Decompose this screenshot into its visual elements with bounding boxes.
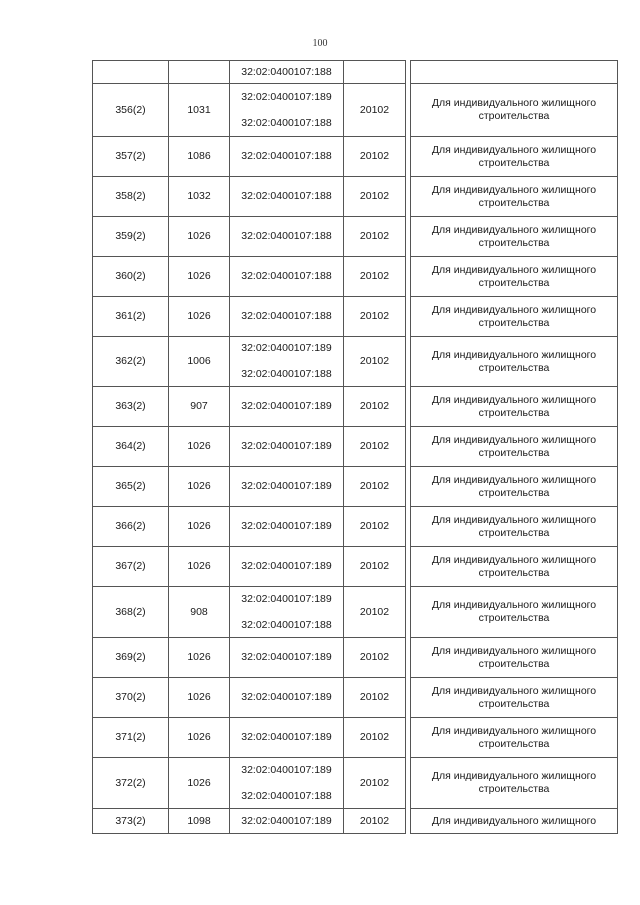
permitted-use-cell	[411, 177, 618, 217]
use-code-cell: 20102	[344, 638, 406, 678]
permitted-use-text: Для индивидуального жилищного строительства	[431, 599, 597, 624]
plot-area-cell: 1026	[169, 257, 230, 297]
plot-area-cell: 1098	[169, 809, 230, 834]
use-code-cell: 20102	[344, 84, 406, 137]
use-code-cell: 20102	[344, 718, 406, 758]
table-row	[93, 217, 618, 257]
permitted-use-text: Для индивидуального жилищного строительства	[431, 473, 597, 499]
permitted-use-text: Для индивидуального жилищного строительства	[431, 97, 597, 122]
permitted-use-text: Для индивидуального жилищного строительства	[431, 684, 597, 710]
permitted-use-cell	[411, 467, 618, 507]
table-row	[93, 297, 618, 337]
cadastral-number-cell	[230, 638, 344, 678]
plot-area-cell: 1006	[169, 337, 230, 387]
use-code-cell: 20102	[344, 427, 406, 467]
cadastral-number-cell	[230, 758, 344, 809]
plot-area-cell: 907	[169, 387, 230, 427]
plot-number-cell: 368(2)	[93, 587, 169, 638]
permitted-use-text: Для индивидуального жилищного	[431, 814, 597, 827]
cadastral-number-cell	[230, 337, 344, 387]
cadastral-number-cell	[230, 297, 344, 337]
cadastral-number-cell	[230, 257, 344, 297]
use-code-cell: 20102	[344, 137, 406, 177]
table-row	[93, 467, 618, 507]
use-code-cell: 20102	[344, 177, 406, 217]
permitted-use-text: Для индивидуального жилищного строительства	[431, 724, 597, 750]
table-row	[93, 337, 618, 387]
cadastral-number-cell	[230, 217, 344, 257]
plot-area-cell: 1026	[169, 217, 230, 257]
permitted-use-cell	[411, 297, 618, 337]
plot-number-cell: 366(2)	[93, 507, 169, 547]
permitted-use-cell	[411, 758, 618, 809]
plot-number-cell: 358(2)	[93, 177, 169, 217]
permitted-use-text: Для индивидуального жилищного строительства	[431, 348, 597, 374]
plot-number-cell: 371(2)	[93, 718, 169, 758]
use-code-cell: 20102	[344, 507, 406, 547]
plot-number-cell: 372(2)	[93, 758, 169, 809]
cadastral-number: 32:02:0400107:188	[241, 150, 332, 162]
use-code-cell: 20102	[344, 809, 406, 834]
table-row	[93, 587, 618, 638]
cadastral-number: 32:02:0400107:188	[241, 65, 332, 78]
plot-number-cell: 361(2)	[93, 297, 169, 337]
cadastral-number: 32:02:0400107:188	[241, 116, 332, 129]
plot-number-cell: 370(2)	[93, 678, 169, 718]
table-row	[93, 507, 618, 547]
permitted-use-text: Для индивидуального жилищного строительства	[431, 433, 597, 459]
plot-area-cell: 1026	[169, 718, 230, 758]
plot-number-cell: 363(2)	[93, 387, 169, 427]
plot-number-cell: 360(2)	[93, 257, 169, 297]
permitted-use-cell	[411, 587, 618, 638]
use-code-cell: 20102	[344, 257, 406, 297]
cadastral-number-cell	[230, 467, 344, 507]
permitted-use-cell	[411, 387, 618, 427]
permitted-use-text: Для индивидуального жилищного строительства	[431, 183, 597, 209]
plot-area-cell: 1031	[169, 84, 230, 137]
permitted-use-text: Для индивидуального жилищного строительства	[431, 644, 597, 670]
permitted-use-text: Для индивидуального жилищного строительства	[431, 770, 597, 795]
permitted-use-cell	[411, 507, 618, 547]
cadastral-number-cell	[230, 61, 344, 84]
plot-area-cell: 1026	[169, 427, 230, 467]
cadastral-number: 32:02:0400107:188	[241, 270, 332, 282]
plot-area-cell: 1032	[169, 177, 230, 217]
cadastral-number-cell	[230, 177, 344, 217]
table-row	[93, 758, 618, 809]
page-number: 100	[312, 38, 328, 49]
land-plots-table	[92, 60, 618, 834]
plot-number-cell: 373(2)	[93, 809, 169, 834]
cadastral-number-cell	[230, 718, 344, 758]
cadastral-number-cell	[230, 809, 344, 834]
table-row	[93, 427, 618, 467]
cadastral-number: 32:02:0400107:189	[241, 400, 332, 412]
plot-area-cell: 908	[169, 587, 230, 638]
cadastral-number: 32:02:0400107:189	[241, 592, 332, 605]
permitted-use-cell	[411, 678, 618, 718]
permitted-use-cell	[411, 257, 618, 297]
cadastral-number: 32:02:0400107:189	[241, 691, 332, 703]
permitted-use-text: Для индивидуального жилищного строительства	[431, 393, 597, 419]
plot-area-cell	[169, 61, 230, 84]
cadastral-number: 32:02:0400107:188	[241, 190, 332, 202]
cadastral-number-cell	[230, 427, 344, 467]
plot-number-cell: 365(2)	[93, 467, 169, 507]
plot-area-cell: 1026	[169, 297, 230, 337]
cadastral-number: 32:02:0400107:188	[241, 618, 332, 631]
permitted-use-text: Для индивидуального жилищного строительства	[431, 553, 597, 579]
table-row	[93, 809, 618, 834]
cadastral-number: 32:02:0400107:188	[241, 310, 332, 322]
cadastral-number: 32:02:0400107:188	[241, 368, 332, 380]
use-code-cell: 20102	[344, 297, 406, 337]
cadastral-number-cell	[230, 84, 344, 137]
permitted-use-text: Для индивидуального жилищного строительства	[431, 223, 597, 249]
permitted-use-cell	[411, 61, 618, 84]
plot-number-cell: 356(2)	[93, 84, 169, 137]
cadastral-number-cell	[230, 387, 344, 427]
table-row	[93, 257, 618, 297]
permitted-use-cell	[411, 809, 618, 834]
cadastral-number: 32:02:0400107:189	[241, 90, 332, 103]
table-row	[93, 718, 618, 758]
table-row	[93, 177, 618, 217]
permitted-use-cell	[411, 638, 618, 678]
use-code-cell	[344, 61, 406, 84]
permitted-use-text: Для индивидуального жилищного строительства	[431, 303, 597, 329]
use-code-cell: 20102	[344, 678, 406, 718]
use-code-cell: 20102	[344, 387, 406, 427]
use-code-cell: 20102	[344, 547, 406, 587]
permitted-use-text: Для индивидуального жилищного строительства	[431, 513, 597, 539]
cadastral-number: 32:02:0400107:189	[241, 763, 332, 776]
cadastral-number: 32:02:0400107:189	[241, 480, 332, 492]
plot-area-cell: 1086	[169, 137, 230, 177]
plot-area-cell: 1026	[169, 547, 230, 587]
cadastral-number: 32:02:0400107:188	[241, 789, 332, 802]
cadastral-number-cell	[230, 587, 344, 638]
cadastral-number: 32:02:0400107:189	[241, 814, 332, 827]
cadastral-number: 32:02:0400107:189	[241, 651, 332, 663]
cadastral-number-cell	[230, 137, 344, 177]
plot-number-cell: 359(2)	[93, 217, 169, 257]
table-row	[93, 137, 618, 177]
table-row	[93, 387, 618, 427]
cadastral-number: 32:02:0400107:189	[241, 440, 332, 452]
cadastral-number: 32:02:0400107:189	[241, 731, 332, 743]
cadastral-number-cell	[230, 547, 344, 587]
use-code-cell: 20102	[344, 587, 406, 638]
use-code-cell: 20102	[344, 467, 406, 507]
cadastral-number: 32:02:0400107:189	[241, 342, 332, 354]
cadastral-number: 32:02:0400107:189	[241, 520, 332, 532]
cadastral-number-cell	[230, 678, 344, 718]
cadastral-number: 32:02:0400107:188	[241, 230, 332, 242]
permitted-use-cell	[411, 84, 618, 137]
plot-area-cell: 1026	[169, 678, 230, 718]
plot-number-cell: 362(2)	[93, 337, 169, 387]
permitted-use-cell	[411, 217, 618, 257]
plot-number-cell: 367(2)	[93, 547, 169, 587]
table-row	[93, 61, 618, 84]
table-row	[93, 638, 618, 678]
plot-area-cell: 1026	[169, 507, 230, 547]
table-row	[93, 678, 618, 718]
permitted-use-cell	[411, 337, 618, 387]
use-code-cell: 20102	[344, 337, 406, 387]
table-body	[93, 61, 618, 834]
plot-area-cell: 1026	[169, 467, 230, 507]
use-code-cell: 20102	[344, 217, 406, 257]
plot-area-cell: 1026	[169, 638, 230, 678]
permitted-use-text: Для индивидуального жилищного строительства	[431, 263, 597, 289]
plot-number-cell: 364(2)	[93, 427, 169, 467]
table-row	[93, 547, 618, 587]
plot-number-cell	[93, 61, 169, 84]
permitted-use-cell	[411, 718, 618, 758]
plot-area-cell: 1026	[169, 758, 230, 809]
table-row	[93, 84, 618, 137]
permitted-use-cell	[411, 137, 618, 177]
permitted-use-text: Для индивидуального жилищного строительства	[431, 143, 597, 169]
plot-number-cell: 357(2)	[93, 137, 169, 177]
cadastral-number: 32:02:0400107:189	[241, 560, 332, 572]
permitted-use-cell	[411, 547, 618, 587]
permitted-use-cell	[411, 427, 618, 467]
use-code-cell: 20102	[344, 758, 406, 809]
plot-number-cell: 369(2)	[93, 638, 169, 678]
cadastral-number-cell	[230, 507, 344, 547]
